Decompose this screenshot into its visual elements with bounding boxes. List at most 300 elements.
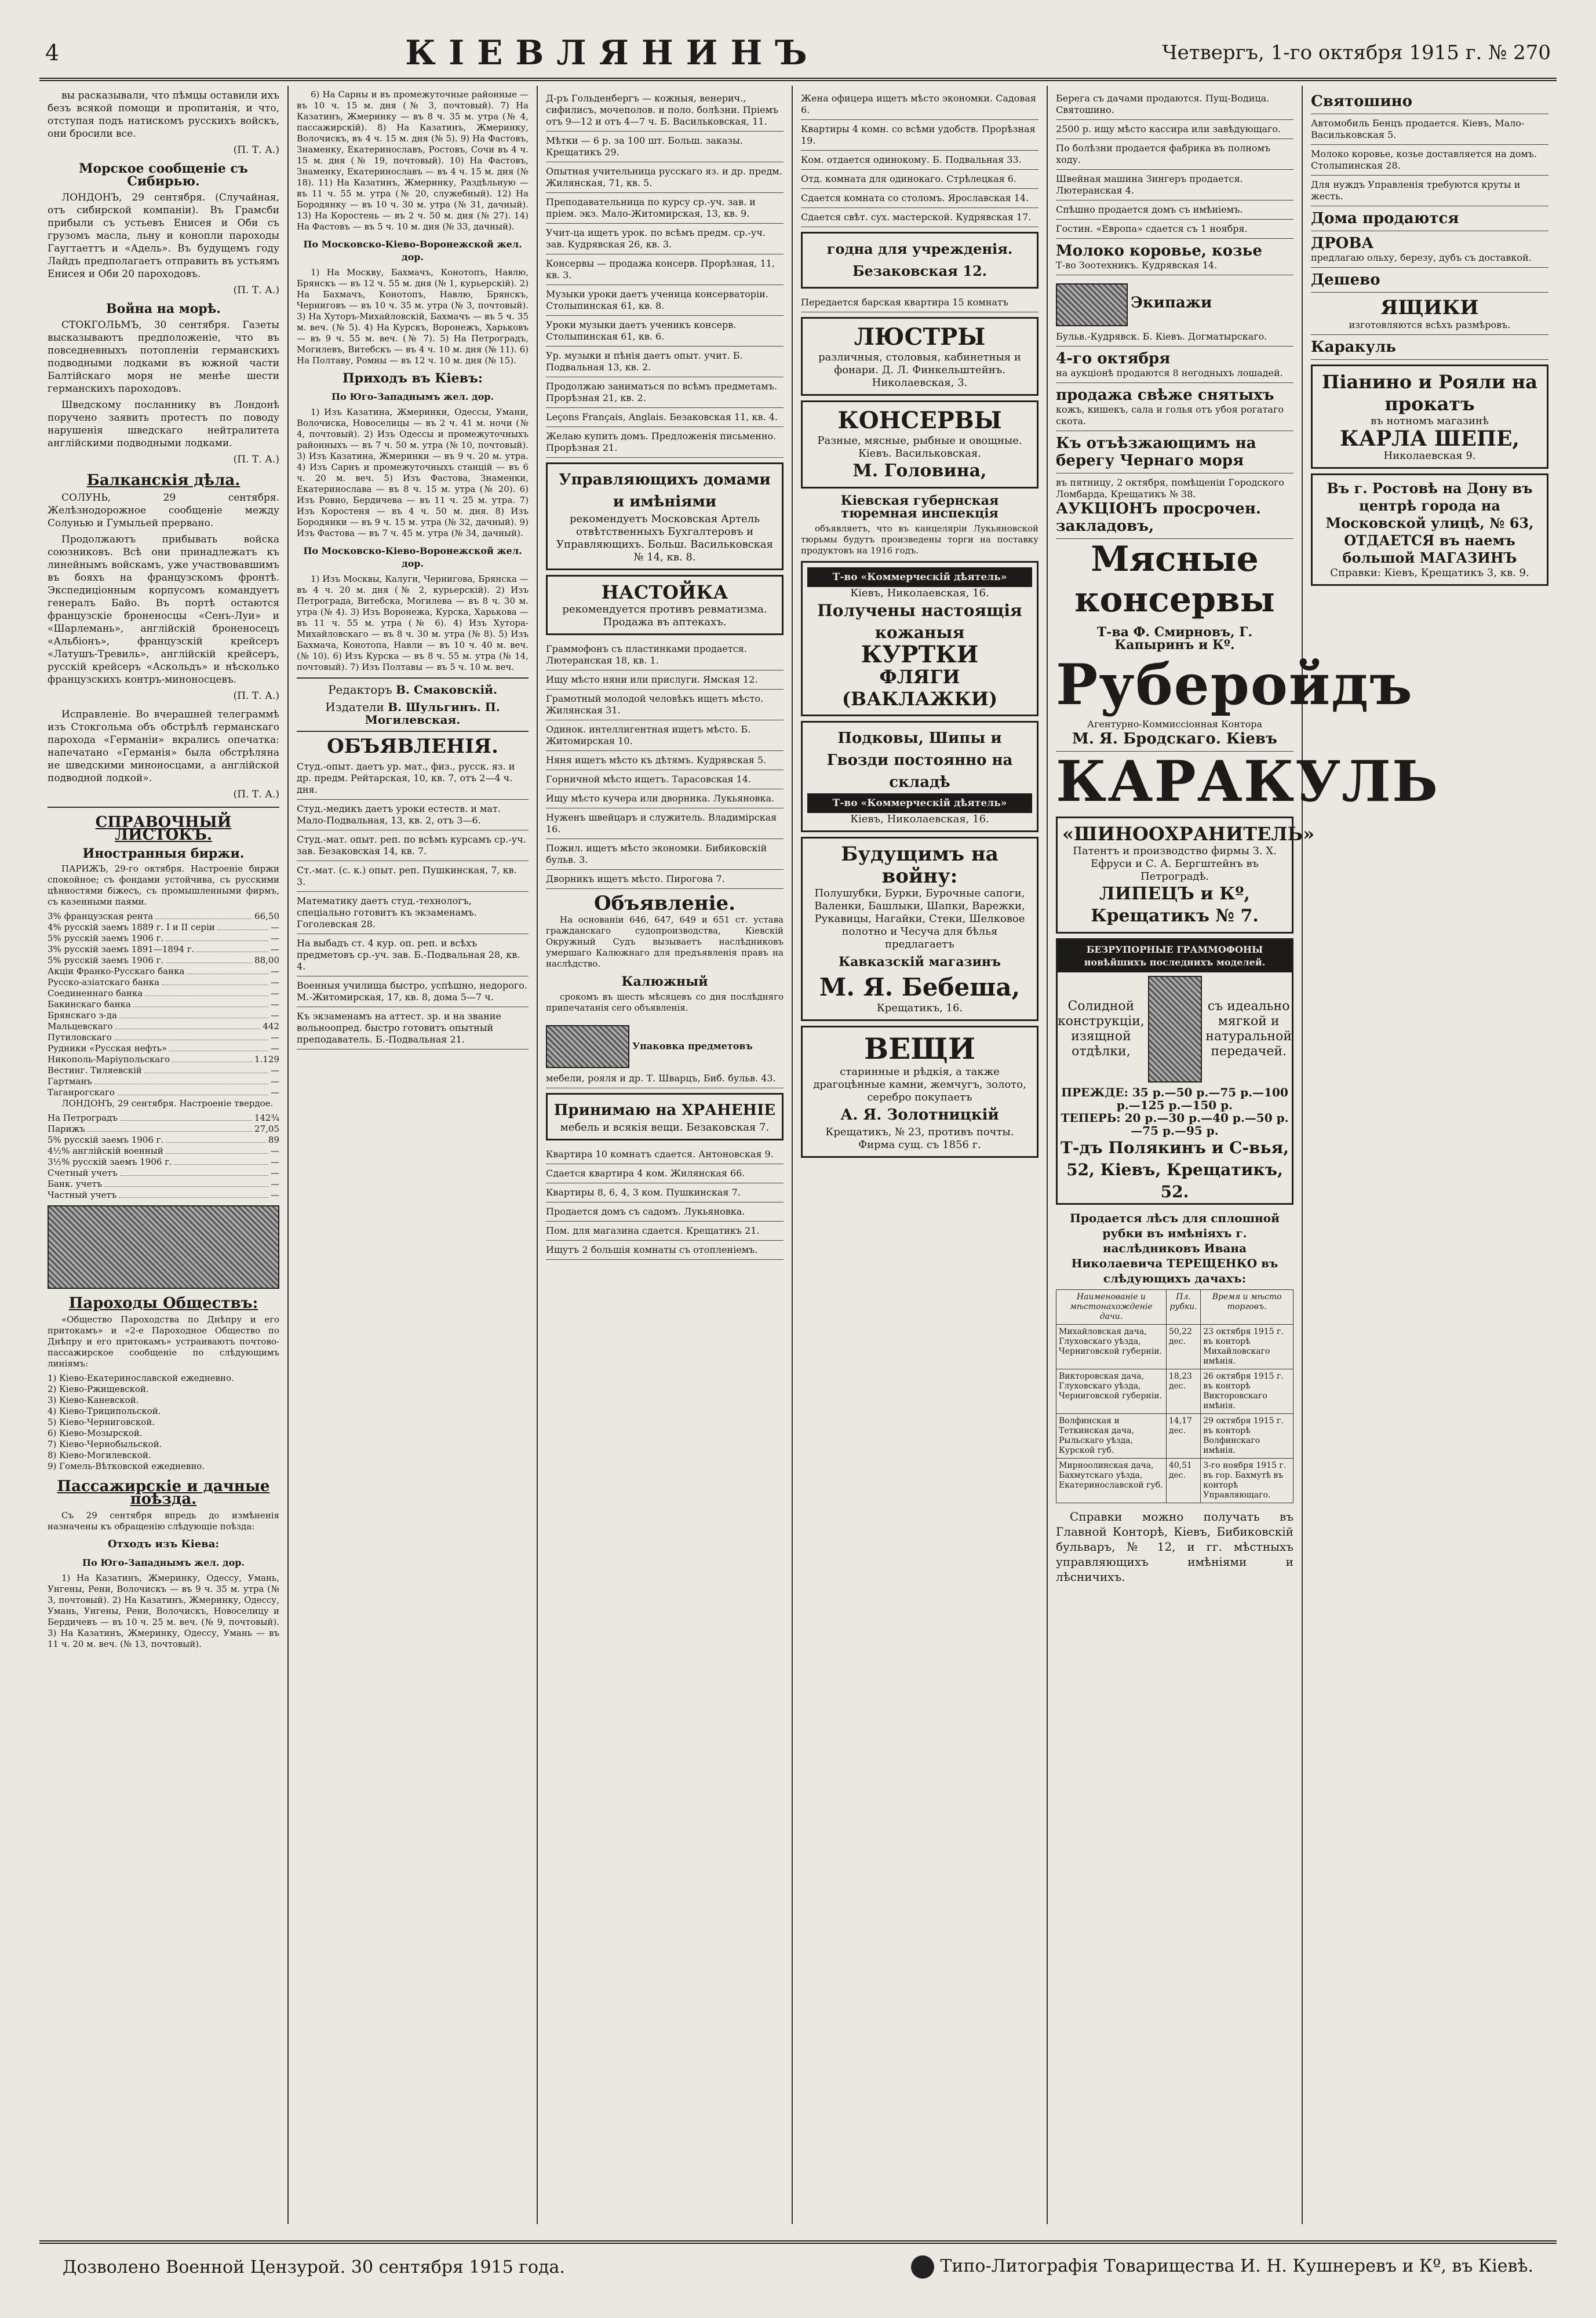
leader-dots (162, 977, 268, 985)
classified-ad: Ищу мѣсто кучера или дворника. Лукьяновка. (546, 789, 784, 808)
apartment-ad (801, 232, 1039, 289)
war-supplies-firm: М. Я. Бебеша, (819, 973, 1021, 1001)
exchange-row (48, 1043, 279, 1054)
canned-goods-text: Разные, мясные, рыбные и овощные. Кіевъ. Васильковская. (817, 435, 1022, 460)
classified-ad: Мѣтки — 6 р. за 100 шт. Больш. заказы. Крещатикъ 29. (546, 132, 784, 162)
leader-dots (187, 966, 268, 974)
exchange-row (48, 1021, 279, 1032)
leader-dots (174, 1157, 268, 1165)
exchange-name: Вестинг. Тиляевскій (48, 1065, 142, 1076)
news-paragraph: СОЛУНЬ, 29 сентября. Желѣзнодорожное сообщеніе между Солунью и Гумыльей прервано. (48, 492, 279, 529)
exchange-name: Парижъ (48, 1124, 85, 1134)
trains-text: 1) На Казатинъ, Жмеринку, Одессу, Умань, Унгены, Рени, Волочискъ — въ 9 ч. 35 м. утра (№ 3, почтовый). 2) На Казатинъ, Жмеринку, Одессу, Умань, Унгены, Рени, Волочискъ, Новоселицу и Бердичевъ — въ 10 ч. 25 м. веч. (№ 9, почтовый). 3) На Казатинъ, Жмеринку, Одессу, Умань — въ 11 ч. 20 м. веч. (№ 13, почтовый). (48, 1573, 279, 1649)
exchange-row (48, 1113, 279, 1124)
nastoika-ad (546, 575, 784, 635)
exchange-row (48, 988, 279, 999)
news-paragraph: Шведскому посланнику въ Лондонѣ поручено заявить протестъ по поводу нарушенія шведскаго нейтралитета англійскими подводными лодками. (48, 399, 279, 449)
meat-heading: Мясные консервы (1074, 539, 1275, 620)
agency-ad (1056, 715, 1293, 752)
classified-ad: Жена офицера ищетъ мѣсто экономки. Садовая 6. (801, 89, 1039, 120)
classified-ad: Военныя училища быстро, успѣшно, недорого. М.-Житомирская, 17, кв. 8, дома 5—7 ч. (297, 976, 529, 1007)
trains-text: 1) Изъ Казатина, Жмеринки, Одессы, Умани, Волочиска, Новоселицы — въ 2 ч. 41 м. ночи (№ 4, почтовый). 2) Изъ Одессы и промежуточныхъ районныхъ — въ 7 ч. 50 м. утра (№ 10, почтовый). 3) Изъ Казатина, Жмеринки — въ 9 ч. 20 м. утра. 4) Изъ Сарнъ и промежуточныхъ станцій — въ 6 ч. 20 м. веч. 5) Изъ Фастова, Знаменки, Екатеринослава — въ 8 ч. 15 м. утра (№ 20). 6) Изъ Ровно, Бердичева — въ 11 ч. 25 м. утра. 7) Изъ Коростеня — въ 4 ч. 50 м. дня. 8) Изъ Бородянки — въ 9 ч. 15 м. утра (№ 32, дачный). 9) Изъ Фастова — въ 7 ч. 45 м. утра (№ 34, дачный). (297, 407, 529, 538)
exchange-row (48, 1168, 279, 1179)
piano-heading: Піанино и Рояли на прокатъ (1322, 371, 1537, 415)
carriage-heading: Экипажи (1131, 294, 1212, 312)
hides-heading: продажа свѣже снятыхъ (1056, 387, 1274, 404)
exchange-value: — (271, 999, 279, 1009)
timber-cell: 23 октября 1915 г. въ конторѣ Михайловскаго имѣнія. (1201, 1325, 1293, 1369)
divider (297, 677, 529, 679)
leader-dots (145, 988, 268, 996)
exchange-table (48, 1113, 279, 1201)
classified-ads (801, 89, 1039, 227)
classified-ad: Ищу мѣсто няни или прислуги. Ямская 12. (546, 670, 784, 690)
exchange-row (48, 999, 279, 1010)
classified-ad: По болѣзни продается фабрика въ полномъ ходу. (1056, 139, 1293, 170)
war-supplies-shop: Кавказскій магазинъ (839, 954, 1001, 970)
exchange-value: 1.129 (254, 1054, 279, 1065)
leader-dots (133, 999, 268, 1007)
managers-ad (546, 462, 784, 570)
exchange-row (48, 922, 279, 933)
classified-ad: Продолжаю заниматься по всѣмъ предметамъ. Прорѣзная 21, кв. 2. (546, 377, 784, 408)
exchange-row (48, 966, 279, 977)
agency-firm: М. Я. Бродскаго. Кіевъ (1072, 730, 1277, 748)
flasks-heading: ФЛЯГИ (ВАКЛАЖКИ) (841, 666, 998, 710)
editor-label: Редакторъ (328, 683, 392, 697)
exchange-name: Путиловскаго (48, 1032, 112, 1043)
leader-dots (196, 944, 268, 952)
trains-subheading: Приходъ въ Кіевъ: (342, 371, 483, 386)
prison-heading: Кіевская губернская тюремная инспекція (840, 493, 999, 521)
classified-ad: Отд. комната для одинокаго. Стрѣлецкая 6. (801, 170, 1039, 189)
apartment-heading: годна для учрежденія. Безаковская 12. (826, 240, 1013, 279)
canned-goods-ad (801, 400, 1039, 489)
ship-line: 2) Кіево-Ржищевской. (48, 1384, 149, 1394)
exchange-value: 27,05 (254, 1124, 279, 1134)
svyatoshino-heading: Святошино (1311, 93, 1413, 110)
trains-text: 1) Изъ Москвы, Калуги, Чернигова, Брянска — въ 4 ч. 20 м. дня (№ 2, курьерскій). 2) Изъ Петрограда, Витебска, Могилева — въ 8 ч. 30 м. утра (№ 4). 3) Изъ Воронежа, Курска, Харькова — въ 11 ч. 55 м. утра (№ 6). 4) Изъ Хутора-Михайловскаго — въ 8 ч. 30 м. утра (№ 8). 5) Изъ Бахмача, Конотопа, Навли — въ 10 ч. 40 м. веч. (№ 10). 6) Изъ Курска — въ 8 ч. 55 м. утра (№ 14, почтовый). 7) Изъ Полтавы — въ 5 ч. 10 м. веч. (297, 574, 529, 672)
trains-text: 6) На Сарны и въ промежуточные районные — въ 10 ч. 15 м. дня (№ 3, почтовый). 7) На Казатинъ, Жмеринку — въ 8 ч. 35 м. утра (№ 4, пассажирскій). 8) На Казатинъ, Жмеринку, Волочискъ, въ 4 ч. 15 м. дня (№ 5). 9) На Фастовъ, Знаменку, Екатеринославъ, Ростовъ, Сочи въ 4 ч. 15 м. дня (№ 19, почтовый). 10) На Фастовъ, Знаменку, Екатеринославъ — въ 4 ч. 15 м. дня (№ 18). 11) На Казатинъ, Жмеринку, Раздѣльную — въ 11 ч. 55 м. утра (№ 20, служебный). 12) На Бородянку — въ 10 ч. 30 м. утра (№ 31, дачный). 13) На Коростень — въ 2 ч. 50 м. дня (№ 27). 14) На Фастовъ — въ 5 ч. 10 м. дня (№ 33, дачный). (297, 89, 529, 232)
classified-ads (546, 89, 784, 458)
rostov-ad (1311, 473, 1548, 586)
exchange-value: — (271, 1168, 279, 1178)
cheap-heading: Дешево (1311, 271, 1380, 289)
editor-line (297, 683, 529, 696)
exchange-row (48, 911, 279, 922)
gramophone-banner: БЕЗРУПОРНЫЕ ГРАММОФОНЫ новѣйшихъ последнихъ моделей. (1058, 940, 1292, 972)
timber-table-header (1056, 1290, 1293, 1325)
exchange-value: 442 (263, 1021, 279, 1032)
editor-name: В. Смаковскій. (396, 683, 497, 697)
gramophone-ad (1056, 938, 1293, 1205)
news-paragraph: Исправленіе. Во вчерашней телеграммѣ изъ Стокгольма объ обстрѣлѣ германскаго парохода «Германіи» вкрались опечатка: напечатано «Германія» была обстрѣляна не шведскими миноносцами, а англійской подводной лодкой». (48, 709, 279, 784)
notice-heading: Объявленіе. (594, 892, 735, 915)
classified-ad: Одинок. интеллигентная ищетъ мѣсто. Б. Житомирская 10. (546, 720, 784, 751)
ships-intro: «Общество Пароходства по Днѣпру и его притокамъ» и «2-е Пароходное Общество по Днѣпру и его притокамъ» устраиваютъ почтово-пассажирское сообщеніе по слѣдующимъ линіямъ: (48, 1314, 279, 1369)
timber-cell: 18,23 дес. (1166, 1369, 1200, 1414)
exchange-value: — (271, 922, 279, 932)
antiques-ad (801, 1026, 1039, 1158)
karakul-heading: КАРАКУЛЬ (1056, 749, 1440, 814)
firewood-heading: ДРОВА (1311, 235, 1374, 252)
firm-address: Кіевъ, Николаевская, 16. (850, 587, 989, 599)
exchange-table (48, 911, 279, 1098)
exchange-name: Банк. учетъ (48, 1179, 103, 1189)
timber-row (1056, 1414, 1293, 1459)
exchange-value: — (271, 1146, 279, 1156)
classified-ad: Опытная учительница русскаго яз. и др. предм. Жилянская, 71, кв. 5. (546, 162, 784, 193)
exchange-row (48, 1054, 279, 1065)
timber-column-header: Наименованіе и мѣстонахожденіе дачи. (1056, 1290, 1167, 1325)
section-heading: Пароходы Обществъ: (68, 1295, 258, 1312)
classified-ad: Учит-ца ищетъ урок. по всѣмъ предм. ср.-уч. зав. Кудрявская 26, кв. 3. (546, 224, 784, 254)
milk-heading: Молоко коровье, козье (1056, 242, 1262, 260)
leader-dots (115, 1021, 261, 1029)
firm-banner: Т-во «Коммерческій дѣятель» (807, 567, 1032, 587)
classified-ads (1311, 114, 1548, 206)
section-subheading: Иностранныя биржи. (82, 846, 245, 861)
jackets-heading: КУРТКИ (861, 641, 979, 668)
exchange-text: ЛОНДОНЪ, 29 сентября. Настроеніе твердое. (61, 1098, 274, 1109)
firm-banner: Т-во «Коммерческій дѣятель» (807, 793, 1032, 813)
horseshoes-heading: Подковы, Шипы и Гвозди постоянно на складѣ (826, 730, 1013, 791)
classified-ad: Ур. музыки и пѣнія даетъ опыт. учит. Б. Подвальная 13, кв. 2. (546, 347, 784, 377)
notice-name: Калюжный (621, 974, 708, 989)
news-source: (П. Т. А.) (233, 144, 279, 156)
page-number: 4 (45, 40, 60, 65)
jackets-line: Получены настоящія кожаныя (817, 601, 1022, 642)
gramophone-left: Солидной конструкціи, изящной отдѣлки, (1058, 999, 1145, 1059)
carriage-text: Бульв.-Кудрявск. Б. Кіевъ. Догматырскаго. (1056, 331, 1267, 342)
timber-cell: 3-го ноября 1915 г. въ гор. Бахмутѣ въ конторѣ Управляющаго. (1201, 1459, 1293, 1503)
chandeliers-ad (801, 317, 1039, 396)
exchange-value: — (271, 966, 279, 976)
exchange-name: Счетный учетъ (48, 1168, 118, 1178)
classified-ad: Сдается свѣт. сух. мастерской. Кудрявская 17. (801, 208, 1039, 227)
exchange-value: — (271, 1087, 279, 1098)
ship-line: 6) Кіево-Мозырской. (48, 1428, 143, 1438)
exchange-name: На Петроградъ (48, 1113, 118, 1123)
exchange-text: ПАРИЖЪ, 29-го октября. Настроеніе биржи спокойное; съ фондами устойчива, съ русскими цѣнностями біжесъ, съ промышленными фирмъ, съ казенными паями. (48, 863, 279, 907)
timber-table (1056, 1289, 1293, 1503)
exchange-value: — (271, 933, 279, 943)
gramophone-illustration (1148, 976, 1203, 1083)
classified-ad: Музыки уроки даетъ ученица консерваторіи. Столыпинская 61, кв. 8. (546, 285, 784, 316)
ruberoid-heading: Руберойдъ (1056, 652, 1413, 717)
classified-ad: Гостин. «Европа» сдается съ 1 ноября. (1056, 220, 1293, 239)
timber-footer: Справки можно получать въ Главной Конторѣ, Кіевъ, Бибиковскій бульваръ, № 12, и гг. мѣстныхъ управляющихъ имѣніями и лѣсничихъ. (1056, 1510, 1293, 1584)
houses-heading: Дома продаются (1311, 210, 1459, 227)
newspaper-title: КІЕВЛЯНИНЪ (405, 33, 820, 72)
tire-protector-text: Патентъ и производство фирмы З. Х. Ефруси и С. А. Бергштейнъ въ Петроградѣ. (1073, 845, 1277, 883)
exchange-name: Акціи Франко-Русскаго банка (48, 966, 185, 976)
classified-ad: Швейная машина Зингеръ продается. Лютеранская 4. (1056, 170, 1293, 201)
tire-protector-heading: «ШИНООХРАНИТЕЛЬ» (1062, 823, 1315, 845)
classified-ad: Студ.-мат. опыт. реп. по всѣмъ курсамъ ср.-уч. зав. Безаковская 14, кв. 7. (297, 830, 529, 861)
exchange-name: 5% русскій заемъ 1906 г. (48, 1135, 164, 1145)
leader-dots (120, 1168, 268, 1176)
horseshoes-ad (801, 721, 1039, 832)
classified-ad: Студ.-опыт. даетъ ур. мат., физ., русск. яз. и др. предм. Рейтарская, 10, кв. 7, отъ 2—4 ч. дня. (297, 757, 529, 800)
classified-ads (546, 640, 784, 889)
publisher-names: В. Шульгинъ. П. Могилевская. (365, 700, 500, 727)
exchange-value: — (271, 1065, 279, 1076)
rostov-text: Справки: Кіевъ, Крещатикъ 3, кв. 9. (1330, 567, 1529, 579)
ship-line: 3) Кіево-Каневской. (48, 1395, 139, 1405)
exchange-name: 3% французская рента (48, 911, 154, 921)
timber-cell: 50,22 дес. (1166, 1325, 1200, 1369)
timber-row (1056, 1325, 1293, 1369)
classified-ad: Желаю купить домъ. Предложенія письменно. Прорѣзная 21. (546, 427, 784, 458)
exchange-row (48, 1087, 279, 1098)
classified-ad: Дворникъ ищетъ мѣсто. Пирогова 7. (546, 870, 784, 889)
antiques-text: старинные и рѣдкія, а также драгоцѣнные камни, жемчугъ, золото, серебро покупаетъ (813, 1066, 1026, 1103)
news-source: (П. Т. А.) (233, 454, 279, 465)
classified-ad: Автомобиль Бенцъ продается. Кіевъ, Мало-Васильковская 5. (1311, 114, 1548, 145)
issue-date: Четвергъ, 1-го октября 1915 г. № 270 (1162, 41, 1551, 64)
divider (48, 807, 279, 808)
rostov-heading: Въ г. Ростовѣ на Дону въ центрѣ города на Московской улицѣ, № 63, ОТДАЕТСЯ въ наемъ большой МАГАЗИНЪ (1325, 480, 1534, 566)
exchange-value: — (271, 1179, 279, 1189)
timber-cell: 14,17 дес. (1166, 1414, 1200, 1459)
carriage-illustration (1056, 283, 1128, 326)
exchange-name: Брянскаго з-да (48, 1010, 117, 1020)
exchange-name: 3½% русскій заемъ 1906 г. (48, 1157, 172, 1167)
gramophone-firm: Т-дъ Полякинъ и С-вья, 52, Кіевъ, Крещатикъ, 52. (1061, 1138, 1289, 1201)
piano-firm: КАРЛА ШЕПЕ, (1340, 427, 1520, 451)
trains-text: 1) На Москву, Бахмачъ, Конотопъ, Навлю, Брянскъ — въ 12 ч. 55 м. дня (№ 1, курьерскій). 2) На Бахмачъ, Конотопъ, Навлю, Брянскъ, Черниговъ — въ 10 ч. 35 м. утра (№ 3, почтовый). 3) На Хуторъ-Михайловскій, Бахмачъ — въ 5 ч. 35 м. веч. (№ 5). 4) На Курскъ, Воронежъ, Харьковъ — въ 9 ч. 55 м. веч. (№ 7). 5) На Петроградъ, Могилевъ, Витебскъ — въ 4 ч. 10 м. дня (№ 11). 6) На Полтаву, Ромны — въ 12 ч. 10 м. дня (№ 15). (297, 267, 529, 366)
censor-note: Дозволено Военной Цензурой. 30 сентября 1915 года. (63, 2257, 565, 2277)
pawnshop-ad (1056, 473, 1293, 539)
trains-subheading: Отходъ изъ Кіева: (107, 1538, 220, 1550)
newspaper-page (39, 28, 1557, 2290)
firm-address: Кіевъ, Николаевская, 16. (850, 813, 989, 825)
news-source: (П. Т. А.) (233, 789, 279, 800)
classified-ad: Для нуждъ Управленія требуются круты и жесть. (1311, 176, 1548, 206)
classified-ad: Горничной мѣсто ищетъ. Тарасовская 14. (546, 770, 784, 789)
nastoika-heading: НАСТОЙКА (601, 581, 728, 603)
leader-dots (169, 1043, 268, 1051)
exchange-name: 4½% англійскій военный (48, 1146, 163, 1156)
leader-dots (166, 1146, 268, 1154)
classified-ad: Ст.-мат. (с. к.) опыт. реп. Пушкинская, 7, кв. 3. (297, 861, 529, 892)
exchange-value: — (271, 977, 279, 987)
leader-dots (117, 1087, 268, 1095)
timber-table-body (1056, 1325, 1293, 1503)
war-supplies-ad (801, 837, 1039, 1021)
columns (39, 86, 1557, 2224)
exchange-row (48, 1032, 279, 1043)
karakul-small-ad (1311, 335, 1548, 360)
canned-goods-firm: М. Головина, (852, 461, 987, 481)
printer-seal-icon (911, 2255, 934, 2279)
cheap-ad (1311, 268, 1548, 293)
timber-cell: Михайловская дача, Глуховскаго уѣзда, Черниговской губерніи. (1056, 1325, 1167, 1369)
exchange-row (48, 1190, 279, 1201)
auction-heading: 4-го октября (1056, 350, 1171, 367)
exchange-name: Рудники «Русская нефть» (48, 1043, 167, 1054)
leader-dots (166, 1135, 266, 1143)
ship-line: 1) Кіево-Екатеринославской ежедневно. (48, 1373, 234, 1383)
exchange-row (48, 1124, 279, 1135)
leader-dots (88, 1124, 252, 1132)
exchange-row (48, 977, 279, 988)
carriage-ad (1056, 275, 1293, 347)
crates-text: изготовляются всѣхъ размѣровъ. (1349, 319, 1511, 330)
classified-ad: Консервы — продажа консерв. Прорѣзная, 11, кв. 3. (546, 254, 784, 285)
news-source: (П. Т. А.) (233, 690, 279, 702)
antiques-firm: А. Я. Золотницкій (840, 1106, 999, 1124)
column-ads-center (793, 86, 1048, 2224)
column-news (39, 86, 289, 2224)
exchange-row (48, 944, 279, 955)
masthead (39, 28, 1557, 81)
trains-line: По Юго-Западнымъ жел. дор. (82, 1557, 245, 1568)
exchange-value: — (271, 1190, 279, 1200)
managers-ad-heading: Управляющихъ домами и имѣніями (559, 471, 771, 511)
auction-ad (1056, 347, 1293, 383)
classified-ads (1056, 89, 1293, 239)
gramophone-right: съ идеально мягкой и натуральной передачей. (1205, 999, 1292, 1059)
exchange-value: — (271, 1076, 279, 1087)
leader-dots (155, 911, 252, 919)
classified-ad: Квартиры 8, 6, 4, 3 ком. Пушкинская 7. (546, 1183, 784, 1202)
exchange-value: 89 (268, 1135, 279, 1145)
classified-ad: Грамотный молодой человѣкъ ищетъ мѣсто. Жилянская 31. (546, 690, 784, 720)
news-headline: Балканскія дѣла. (86, 472, 241, 489)
milk-ad (1056, 239, 1293, 275)
leader-dots (114, 1032, 268, 1040)
news-headline: Морское сообщеніе съ Сибирью. (79, 161, 248, 189)
exchange-row (48, 1065, 279, 1076)
leader-dots (166, 955, 252, 963)
crates-heading: ЯЩИКИ (1380, 296, 1479, 319)
piano-address: Николаевская 9. (1383, 450, 1476, 462)
blacksea-heading: Къ отъѣзжающимъ на берегу Чернаго моря (1056, 435, 1256, 469)
notice-text: На основаніи 646, 647, 649 и 651 ст. устава гражданскаго судопроизводства, Кіевскій Окружный Судъ вызываетъ наслѣдниковъ умершаго Калюжнаго для предъявленія правъ на наслѣдство. (546, 914, 784, 969)
leader-dots (104, 1179, 268, 1187)
hides-text: кожъ, кишекъ, сала и голья отъ убоя рогатаго скота. (1056, 404, 1284, 427)
packing-ad (546, 1017, 784, 1088)
houses-ad (1311, 206, 1548, 231)
timber-row (1056, 1459, 1293, 1503)
ship-line: 7) Кіево-Чернобыльской. (48, 1439, 162, 1449)
exchange-value: 142¾ (254, 1113, 279, 1123)
classified-ad: Няня ищетъ мѣсто къ дѣтямъ. Кудрявская 5. (546, 751, 784, 770)
publisher-label: Издатели (325, 700, 384, 714)
blacksea-ad (1056, 431, 1293, 473)
exchange-row (48, 1076, 279, 1087)
trains-line: По Московско-Кіево-Воронежской жел. дор. (303, 239, 522, 263)
classified-ad: Молоко коровье, козье доставляется на домъ. Столыпинская 28. (1311, 145, 1548, 176)
section-heading: Пассажирскіе и дачные поѣзда. (57, 1478, 270, 1508)
news-paragraph: ЛОНДОНЪ, 29 сентября. (Случайная, отъ сибирской компаніи). Въ Грамсби прибыли съ устьевъ Енисея и Оби съ грузомъ масла, льну и конопли пароходы Гаугтаеттъ и «Адель». Въ будущемъ году Лайдъ предполагаетъ отправить въ устьямъ Енисея и Оби 20 пароходовъ. (48, 192, 279, 280)
storage-ad (546, 1093, 784, 1140)
classified-ad: Къ экзаменамъ на аттест. зр. и на звание вольноопред. быстро готовитъ опытный преподаватель. Б.-Подвальная 21. (297, 1007, 529, 1049)
column-classifieds (538, 86, 793, 2224)
meat-firm: Т-ва Ф. Смирновъ, Г. Капыринъ и Кº. (1096, 625, 1253, 653)
exchange-value: — (271, 1010, 279, 1020)
classified-ad: Пожил. ищетъ мѣсто экономки. Бибиковскій бульв. 3. (546, 839, 784, 870)
classified-ad: На выбадъ ст. 4 кур. оп. реп. и всѣхъ предметовъ ср.-уч. зав. Б.-Подвальная 28, кв. 4. (297, 934, 529, 976)
timber-column-header: Время и мѣсто торговъ. (1201, 1290, 1293, 1325)
timber-column-header: Пл. рубки. (1166, 1290, 1200, 1325)
war-supplies-address: Крещатикъ, 16. (876, 1002, 963, 1014)
cart-illustration (546, 1025, 629, 1068)
exchange-value: 66,50 (254, 911, 279, 921)
exchange-name: 5% русскій заемъ 1906 г. (48, 955, 164, 965)
timber-cell: Мирноолинская дача, Бахмутскаго уѣзда, Екатеринославской губ. (1056, 1459, 1167, 1503)
antiques-address: Крещатикъ, № 23, противъ почты. Фирма сущ. съ 1856 г. (825, 1126, 1014, 1151)
storage-text: мебель и всякія вещи. Безаковская 7. (560, 1121, 770, 1134)
karakul-small-heading: Каракуль (1311, 338, 1396, 356)
antiques-heading: ВЕЩИ (863, 1032, 976, 1066)
news-paragraph: СТОКГОЛЬМЪ, 30 сентября. Газеты высказываютъ предположеніе, что въ повседневныхъ потопленіи германскихъ подводными лодками въ южной части Балтійскаго моря не менѣе шести германскихъ пароходовъ. (48, 319, 279, 395)
classified-ad: Математику даетъ студ.-технологъ, спеціально готовитъ къ экзаменамъ. Гоголевская 28. (297, 892, 529, 934)
trains-intro: Съ 29 сентября впредь до измѣненія назначены къ обращенію слѣдующіе поѣзда: (48, 1510, 279, 1532)
classified-ad: Сдается квартира 4 ком. Жилянская 66. (546, 1164, 784, 1183)
crates-ad (1311, 293, 1548, 335)
exchange-name: Соединеннаго банка (48, 988, 143, 998)
exchange-row (48, 1179, 279, 1190)
ship-lines (48, 1373, 279, 1472)
exchange-value: 88,00 (254, 955, 279, 965)
classified-ad: Leçons Français, Anglais. Безаковская 11, кв. 4. (546, 408, 784, 427)
classified-ad: Преподавательница по курсу ср.-уч. зав. и пріем. экз. Мало-Житомирская, 13, кв. 9. (546, 193, 784, 224)
gramophone-new-prices: ТЕПЕРЬ: 20 р.—30 р.—40 р.—50 р.—75 р.—95 р. (1061, 1111, 1289, 1138)
firewood-ad (1311, 231, 1548, 268)
piano-ad (1311, 365, 1548, 469)
jackets-ad (801, 561, 1039, 716)
gramophone-body (1058, 972, 1292, 1086)
classified-ad: Граммофонъ съ пластинками продается. Лютеранская 18, кв. 1. (546, 640, 784, 670)
auction-text: на аукціонѣ продаются 8 негодныхъ лошадей. (1056, 367, 1283, 378)
hides-ad (1056, 383, 1293, 431)
exchange-name: Никополь-Маріупольскаго (48, 1054, 170, 1065)
managers-ad-text: рекомендуетъ Московская Артель отвѣтственныхъ Бухгалтеровъ и Управляющихъ. Больш. Васильковская № 14, кв. 8. (556, 513, 774, 563)
tire-protector-firm: ЛИПЕЦЪ и Кº, Крещатикъ № 7. (1091, 884, 1259, 926)
ship-line: 4) Кіево-Триципольской. (48, 1406, 161, 1416)
timber-row (1056, 1369, 1293, 1414)
ads-heading: ОБЪЯВЛЕНІЯ. (327, 735, 498, 758)
column-trains (289, 86, 538, 2224)
news-paragraph: Продолжаютъ прибывать войска союзниковъ. Всѣ они принадлежатъ къ линейнымъ войскамъ, уже участвовавшимъ въ бояхъ на французскомъ фронтѣ. Экспедиціонным корпусомъ командуетъ генералъ Байо. Въ портѣ остаются французскіе броненосцы «Сенъ-Луи» и «Шарлемань», англійскій броненосецъ «Альбіонъ», французскій крейсеръ «Латушъ-Тревиль», англійскій крейсеръ, русскій крейсеръ «Аскольдъ» и нѣсколько французскихъ контръ-миноносцевъ. (48, 534, 279, 686)
leader-dots (119, 1190, 268, 1198)
classified-ad: Пом. для магазина сдается. Крещатикъ 21. (546, 1222, 784, 1241)
exchange-row (48, 933, 279, 944)
column-ads-far-right (1303, 86, 1557, 2224)
timber-cell: Викторовская дача, Глуховскаго уѣзда, Черниговской губерніи. (1056, 1369, 1167, 1414)
chandeliers-text: различныя, столовыя, кабинетныя и фонари. Д. Л. Финкельштейнъ. Николаевская, 3. (818, 351, 1021, 389)
classified-ad: Берега съ дачами продаются. Пущ-Водица. Святошино. (1056, 89, 1293, 120)
classified-ads (297, 757, 529, 1049)
classified-ad: Нуженъ швейцаръ и служитель. Владимірская 16. (546, 808, 784, 839)
leader-dots (94, 1076, 268, 1084)
piano-text: въ нотномъ магазинѣ (1371, 415, 1489, 427)
notice-text: срокомъ въ шесть мѣсяцевъ со дня послѣдняго припечатанія сего объявленія. (546, 992, 784, 1013)
classified-ad: Уроки музыки даетъ ученикъ консерв. Столыпинская 61, кв. 6. (546, 316, 784, 347)
timber-cell: 40,51 дес. (1166, 1459, 1200, 1503)
storage-heading: Принимаю на ХРАНЕНІЕ (553, 1102, 776, 1119)
steamship-illustration (48, 1205, 279, 1289)
classified-ad: Студ.-медикъ даетъ уроки естеств. и мат. Мало-Подвальная, 13, кв. 2, отъ 3—6. (297, 800, 529, 830)
apartment-heading-text: Передается барская квартира 15 комнатъ (801, 293, 1039, 312)
exchange-row (48, 1135, 279, 1146)
exchange-value: — (271, 1032, 279, 1043)
exchange-value: — (271, 944, 279, 954)
firewood-text: предлагаю ольху, березу, дубъ съ доставкой. (1311, 252, 1532, 263)
